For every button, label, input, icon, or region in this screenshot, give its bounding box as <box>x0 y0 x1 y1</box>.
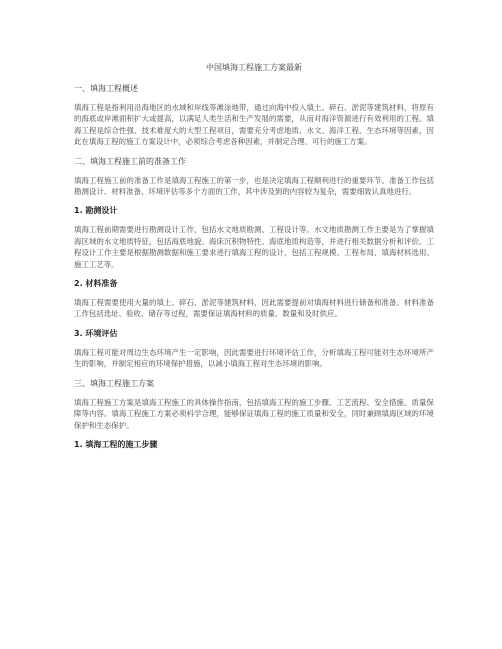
section-heading-overview: 一、填海工程概述 <box>74 84 138 93</box>
subheading-material-preparation: 2. 材料准备 <box>74 279 118 289</box>
section-heading-construction-plan: 三、填海工程施工方案 <box>74 378 154 388</box>
paragraph-environment-assessment: 填海工程可能对周边生态环境产生一定影响，因此需要进行环境评估工作，分析填海工程可能对生态环境所产生的影响，并制定相应的环境保护措施，以减小填海工程对生态环境的影响。 <box>74 347 434 369</box>
paragraph-construction-plan: 填海工程施工方案是填海工程施工的具体操作指南，包括填海工程的施工步骤、工艺流程、安全措施、质量保障等内容。填海工程施工方案必须科学合理，能够保证填海工程的施工质量和安全，同时兼顾填海区域的环境保护和生态保护。 <box>74 397 434 430</box>
paragraph-survey-design: 填海工程前期需要进行勘测设计工作，包括水文地质勘测、工程设计等。水文地质勘测工作主要是为了掌握填海区域的水文地质特征，包括海底地貌、海床沉积物特性、海底地质构造等，并进行相关数据分析和评价。工程设计工作主要是根据勘测数据和施工要求进行填海工程的设计，包括工程规模、工程布局、填海材料选用、施工工艺等。 <box>74 225 434 269</box>
document-title: 中国填海工程施工方案最新 <box>206 63 302 72</box>
document-page <box>74 62 434 458</box>
subheading-survey-design: 1. 勘测设计 <box>74 206 118 216</box>
paragraph-material-preparation: 填海工程需要使用大量的填土、碎石、淤泥等建筑材料，因此需要提前对填海材料进行储备和准备。材料准备工作包括选址、验收、储存等过程，需要保证填海材料的质量、数量和及时供应。 <box>74 298 434 319</box>
subheading-environment-assessment: 3. 环境评估 <box>74 328 118 338</box>
paragraph-overview: 填海工程是指利用沿海地区的水域和岸线等滩涂地带，通过向海中投入填土、碎石、淤泥等建筑材料，将原有的海底或岸滩面积扩大或提高，以满足人类生活和生产发展的需要，从而对海洋资源进行有效利用的工程。填海工程是综合性强、技术难度大的大型工程项目，需要充分考虑地质、水文、海洋工程、生态环境等因素，因此在填海工程的施工方案设计中，必须综合考虑各种因素，并制定合理、可行的施工方案。 <box>74 103 434 147</box>
paragraph-preparation: 填海工程施工前的准备工作是填海工程施工的第一步，也是决定填海工程顺利进行的重要环节。准备工作包括勘测设计、材料准备、环境评估等多个方面的工作，其中涉及到的内容较为复杂，需要细致认真地进行。 <box>74 175 434 197</box>
section-heading-preparation: 二、填海工程施工前的准备工作 <box>74 156 186 166</box>
subheading-construction-steps: 1. 填海工程的施工步骤 <box>74 439 158 449</box>
